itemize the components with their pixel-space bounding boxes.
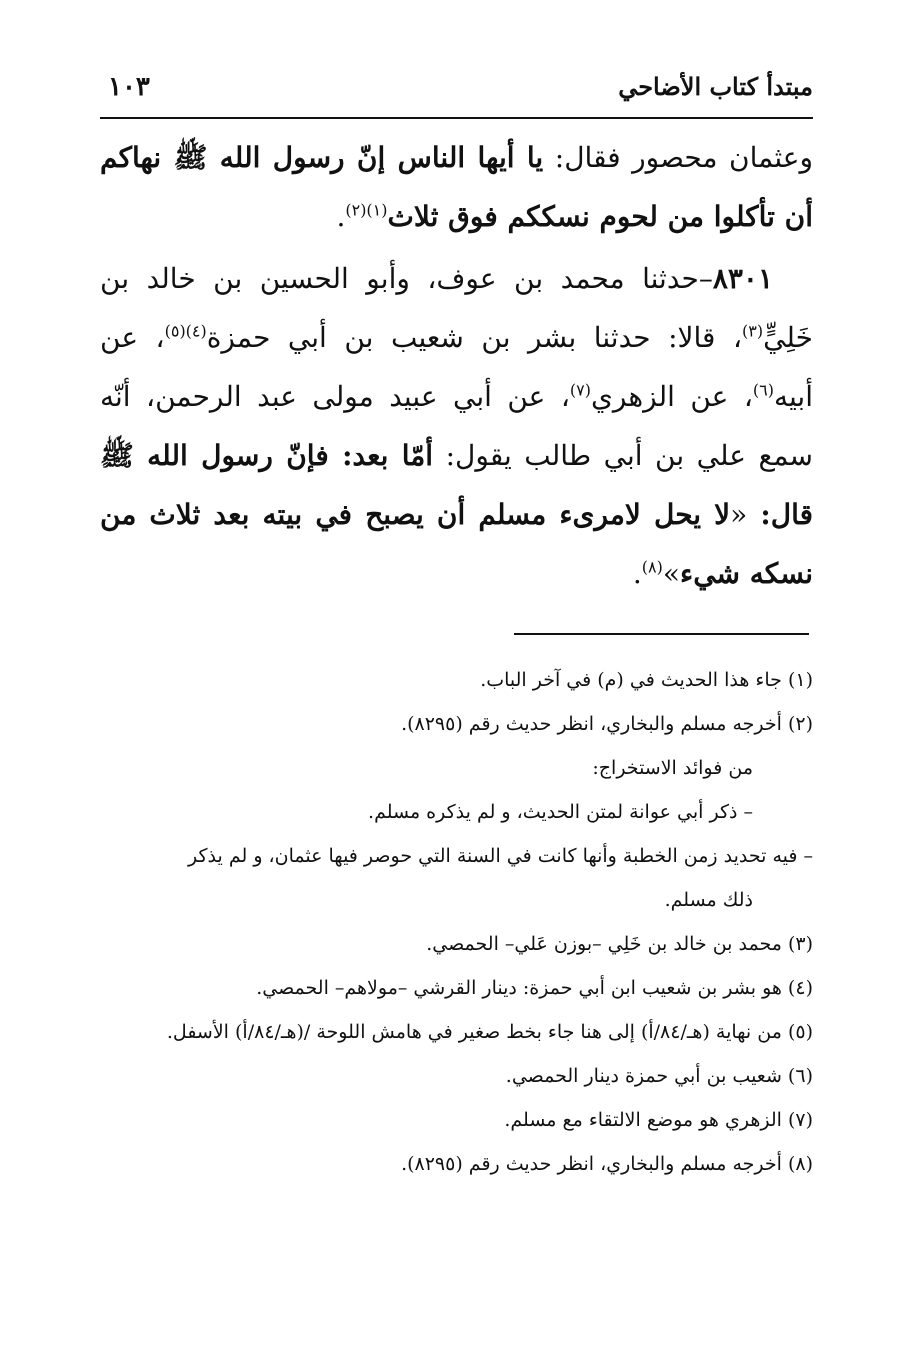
- chapter-title: مبتدأ كتاب الأضاحي: [618, 72, 813, 101]
- bold-text: أمّا بعد: فإنّ رسول الله ﷺ قال:: [100, 439, 814, 531]
- footnote-7: (٧) الزهري هو موضع الالتقاء مع مسلم.: [504, 1109, 813, 1131]
- footnote-2-point-2: – فيه تحديد زمن الخطبة وأنها كانت في السنة التي حوصر فيها عثمان، و لم يذكر: [188, 845, 813, 867]
- paragraph-1: [100, 128, 813, 246]
- text-run: .: [336, 200, 346, 233]
- footnote-separator: [514, 633, 809, 635]
- bold-text: لا يحل لامرىء مسلم أن يصبح في بيته بعد ثلاث من نسكه شيء: [100, 498, 813, 590]
- footnotes: [100, 658, 813, 1186]
- text-run: ، عن أبي عبيد مولى عبد الرحمن، أنّه سمع علي بن أبي طالب يقول:: [100, 380, 814, 472]
- page-number: ١٠٣: [108, 72, 150, 102]
- footnote-5: (٥) من نهاية (هـ/٨٤/أ) إلى هنا جاء بخط صغير في هامش اللوحة /(هـ/٨٤/أ) الأسفل.: [166, 1021, 813, 1043]
- bold-text: يا أيها الناس إنّ رسول الله ﷺ نهاكم أن تأكلوا من لحوم نسككم فوق ثلاث: [100, 141, 813, 233]
- footnote-2-point-1: – ذكر أبي عوانة لمتن الحديث، و لم يذكره مسلم.: [368, 801, 753, 823]
- footnote-ref: (٤)(٥): [164, 321, 207, 341]
- footnote-ref: (٧): [569, 380, 591, 400]
- text-run: ، قالا: حدثنا بشر بن شعيب بن أبي حمزة: [206, 321, 742, 354]
- footnote-ref: (٣): [741, 321, 764, 341]
- text-run: .: [632, 557, 642, 590]
- footnote-2: (٢) أخرجه مسلم والبخاري، انظر حديث رقم (٨٢٩٥).: [401, 713, 813, 735]
- quote-mark: «: [730, 498, 748, 531]
- text-run: وعثمان محصور فقال:: [543, 141, 813, 174]
- page-header: [100, 68, 813, 108]
- hadith-number: ٨٣٠١: [712, 262, 773, 295]
- quote-mark: »: [662, 557, 681, 590]
- footnote-8: (٨) أخرجه مسلم والبخاري، انظر حديث رقم (٨٢٩٥).: [401, 1153, 813, 1175]
- footnote-ref: (٦): [752, 380, 774, 400]
- text-run: ، عن الزهري: [590, 380, 753, 413]
- text-run: –حدثنا محمد بن عوف، وأبو الحسين بن خالد بن خَلِيٍّ: [100, 262, 813, 354]
- header-rule: [100, 117, 813, 119]
- footnote-ref: (١)(٢): [345, 200, 388, 220]
- hadith-8301: [100, 249, 813, 603]
- main-text: [100, 128, 813, 603]
- footnote-4: (٤) هو بشر بن شعيب ابن أبي حمزة: دينار القرشي –مولاهم– الحمصي.: [256, 977, 813, 999]
- footnote-ref: (٨): [641, 557, 663, 577]
- footnote-2-point-2-continued: ذلك مسلم.: [664, 889, 753, 911]
- footnote-6: (٦) شعيب بن أبي حمزة دينار الحمصي.: [505, 1065, 813, 1087]
- footnote-3: (٣) محمد بن خالد بن خَلِي –بوزن عَلي– الحمصي.: [426, 933, 813, 955]
- footnote-2-subheading: من فوائد الاستخراج:: [592, 757, 753, 779]
- text-run: ، عن أبيه: [100, 321, 813, 413]
- footnote-1: (١) جاء هذا الحديث في (م) في آخر الباب.: [480, 669, 813, 691]
